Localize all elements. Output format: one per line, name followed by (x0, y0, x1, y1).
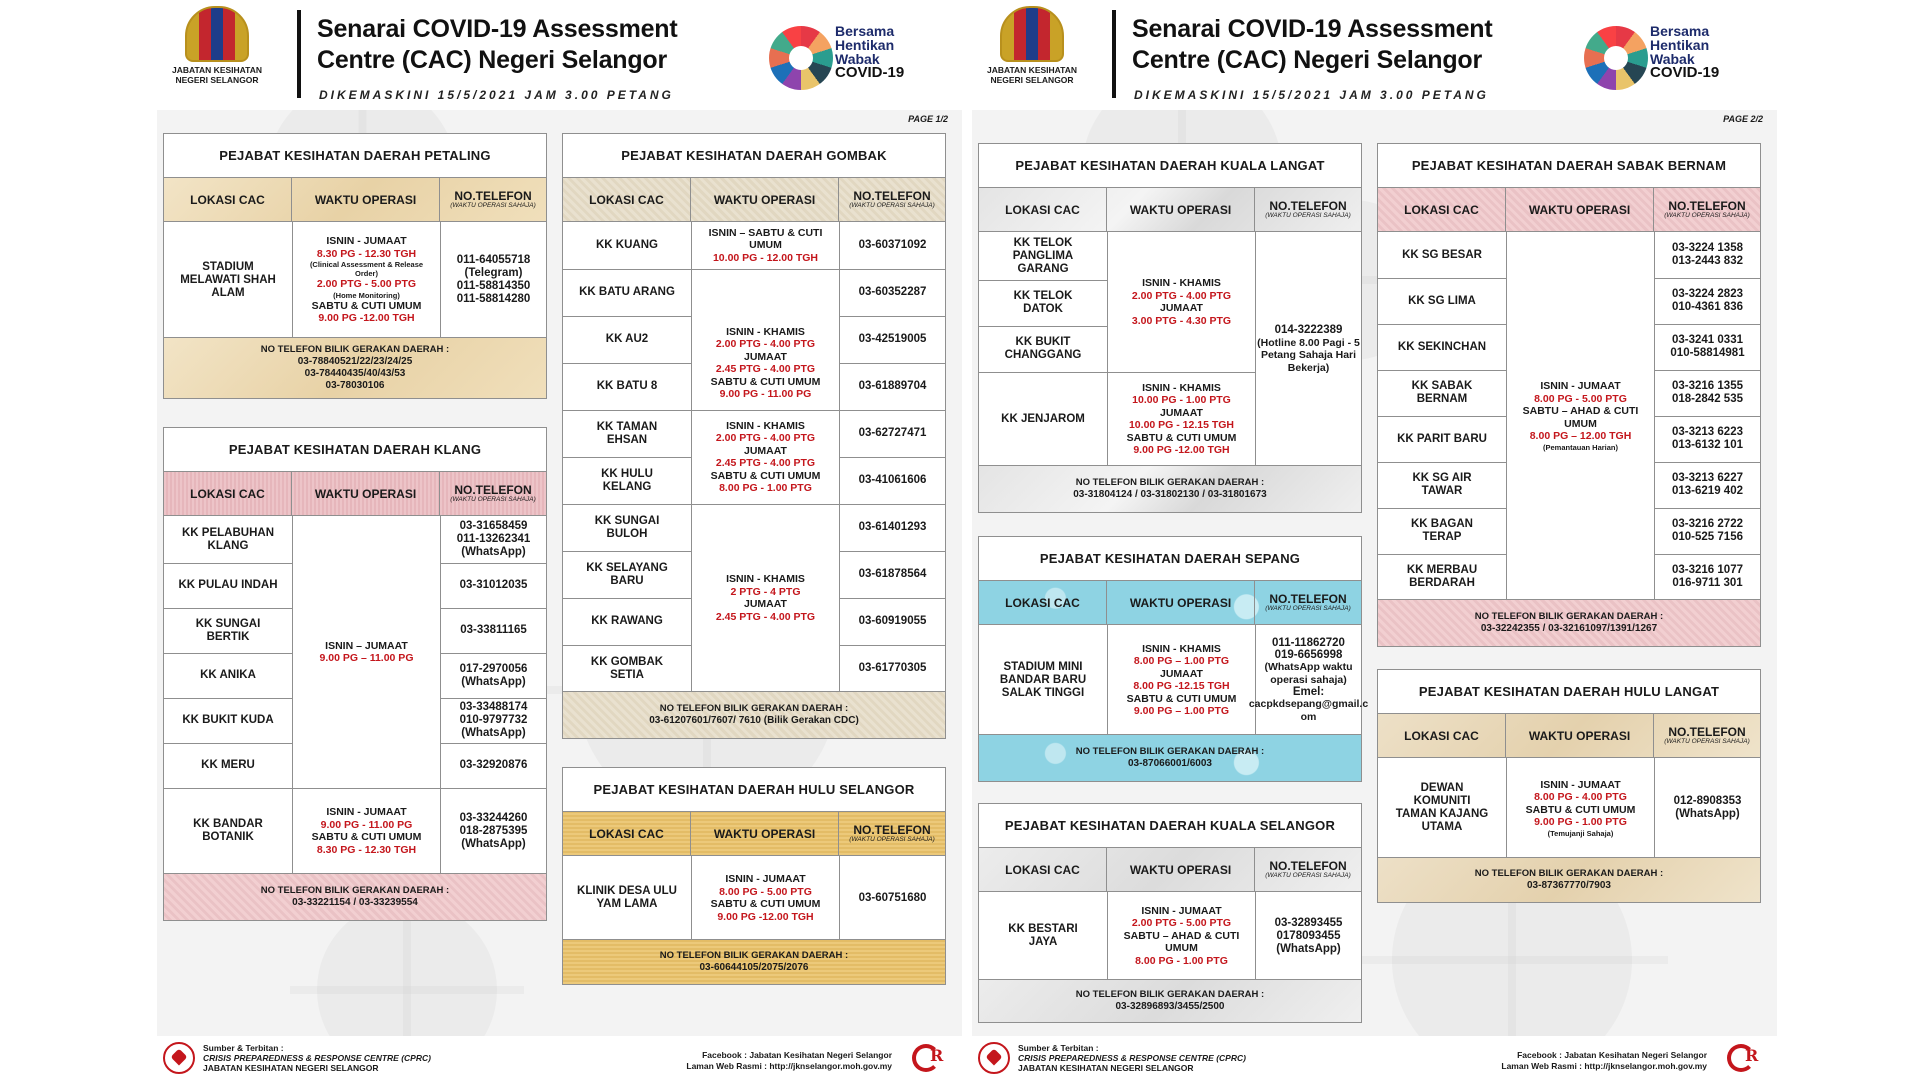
district-ops-room-phones: NO TELEFON BILIK GERAKAN DAERAH : 03-32896893/3455/2500 (979, 980, 1361, 1022)
title-line: Centre (CAC) Negeri Selangor (317, 46, 668, 74)
cac-location: KK TELOK DATOK (1013, 290, 1073, 315)
campaign-word: COVID-19 (1650, 64, 1720, 81)
col-header-phone: NO.TELEFON (WAKTU OPERASI SAHAJA) (450, 188, 536, 209)
poster-footer (972, 1036, 1777, 1080)
poster-page-2 (972, 0, 1777, 1080)
phone-numbers: 03-3216 1077 016-9711 301 (1672, 564, 1743, 589)
district-box-sepang (978, 536, 1369, 782)
cprc-heart-logo-icon (978, 1042, 1010, 1074)
operating-hours: ISNIN - JUMAAT 9.00 PG - 11.00 PG SABTU & CUTI UMUM 8.30 PG - 12.30 TGH (311, 806, 422, 856)
phone-numbers: 03-31658459 011-13262341 (WhatsApp) (456, 520, 531, 558)
col-header-location: LOKASI CAC (563, 812, 691, 855)
cac-location: KK SELAYANG BARU (586, 561, 668, 587)
phone-number: 03-61878564 (858, 568, 927, 580)
table-body (979, 625, 1369, 735)
cprc-mark-icon: R (908, 1040, 952, 1076)
cac-location: KK SG LIMA (1408, 294, 1476, 307)
operating-hours: ISNIN – SABTU & CUTI UMUM 10.00 PG - 12.00 TGH (708, 226, 823, 264)
cac-location: KK GOMBAK SETIA (590, 655, 664, 681)
jkns-crest-logo (978, 6, 1086, 85)
phone-number: 03-60751680 (858, 891, 927, 904)
cac-location: KK AU2 (605, 333, 649, 345)
table-header (563, 178, 945, 222)
cac-location: DEWAN KOMUNITI TAMAN KAJANG UTAMA (1395, 782, 1489, 833)
phone-numbers: 011-64055718 (Telegram) 011-58814350 011-58814280 (456, 254, 531, 305)
operating-hours: ISNIN - KHAMIS 2.00 PTG - 4.00 PTG JUMAAT 2.45 PTG - 4.00 PTG SABTU & CUTI UMUM 9.00 PG - 11.00 PG (710, 325, 821, 400)
col-header-hours: WAKTU OPERASI (691, 178, 839, 221)
district-ops-room-phones: NO TELEFON BILIK GERAKAN DAERAH : 03-33221154 / 03-33239554 (164, 874, 546, 920)
district-ops-room-phones: NO TELEFON BILIK GERAKAN DAERAH : 03-87066001/6003 (979, 735, 1361, 781)
page-number: PAGE 2/2 (1723, 114, 1763, 124)
district-ops-room-phones: NO TELEFON BILIK GERAKAN DAERAH : 03-87367770/7903 (1378, 858, 1760, 902)
col-header-phone: NO.TELEFON (WAKTU OPERASI SAHAJA) (1664, 198, 1750, 219)
phone-numbers: 03-3213 6223 013-6132 101 (1672, 426, 1743, 451)
colour-burst-icon (769, 26, 833, 90)
cac-location: KK SEKINCHAN (1397, 340, 1487, 353)
campaign-word: Hentikan (835, 37, 895, 53)
phone-number: 03-61770305 (858, 662, 927, 674)
table-body (164, 222, 546, 338)
col-header-phone: NO.TELEFON (WAKTU OPERASI SAHAJA) (849, 822, 935, 843)
phone-numbers: 03-32920876 (459, 759, 528, 771)
col-header-hours: WAKTU OPERASI (292, 178, 440, 221)
campaign-word: COVID-19 (835, 64, 905, 81)
operating-hours: ISNIN – JUMAAT 9.00 PG – 11.00 PG (319, 639, 414, 664)
district-title: PEJABAT KESIHATAN DAERAH SEPANG (979, 537, 1361, 581)
email-address[interactable]: cacpkdsepang@gmail.c (1248, 698, 1369, 710)
cac-location: STADIUM MINI BANDAR BARU SALAK TINGGI (999, 660, 1087, 699)
col-header-location: LOKASI CAC (164, 472, 292, 515)
district-box-kuala-selangor (978, 803, 1362, 1023)
page-title (317, 14, 678, 76)
cprc-heart-logo-icon (163, 1042, 195, 1074)
col-header-location: LOKASI CAC (979, 188, 1107, 231)
district-title: PEJABAT KESIHATAN DAERAH HULU LANGAT (1378, 670, 1760, 714)
col-header-hours: WAKTU OPERASI (1506, 188, 1654, 231)
contact-links (1501, 1050, 1707, 1072)
district-box-kuala-langat (978, 143, 1362, 513)
campaign-logo (1584, 22, 1744, 92)
phone-numbers: 03-3224 2823 010-4361 836 (1672, 288, 1743, 313)
cac-location: KK SUNGAI BERTIK (195, 617, 261, 643)
cac-location: KK MERU (201, 759, 255, 771)
phone-number: 03-60352287 (858, 286, 927, 298)
operating-hours: ISNIN - KHAMIS 2 PTG - 4 PTG JUMAAT 2.45 PTG - 4.00 PTG (715, 573, 816, 623)
cac-location: KK RAWANG (591, 615, 663, 627)
district-title: PEJABAT KESIHATAN DAERAH HULU SELANGOR (563, 768, 945, 812)
facebook-link[interactable]: Facebook : Jabatan Kesihatan Negeri Selangor (1517, 1050, 1707, 1060)
page-number: PAGE 1/2 (908, 114, 948, 124)
crest-caption: JABATAN KESIHATAN (171, 65, 263, 75)
title-line: Centre (CAC) Negeri Selangor (1132, 46, 1483, 74)
poster-footer (157, 1036, 962, 1080)
poster-header (972, 0, 1777, 110)
cac-location: KK BATU 8 (596, 380, 658, 392)
col-header-location: LOKASI CAC (1378, 188, 1506, 231)
poster-page-1 (157, 0, 962, 1080)
district-title: PEJABAT KESIHATAN DAERAH GOMBAK (563, 134, 945, 178)
phone-number: 03-41061606 (858, 474, 927, 486)
operating-hours: ISNIN - JUMAAT 2.00 PTG - 5.00 PTG SABTU – AHAD & CUTI UMUM 8.00 PG - 1.00 PTG (1123, 904, 1240, 967)
col-header-phone: NO.TELEFON (WAKTU OPERASI SAHAJA) (450, 482, 536, 503)
cac-location: KK TELOK PANGLIMA GARANG (1012, 236, 1074, 275)
cac-location: KK SUNGAI BULOH (594, 514, 660, 540)
operating-hours: ISNIN - JUMAAT 8.00 PG - 5.00 PTG SABTU – AHAD & CUTI UMUM 8.00 PG – 12.00 TGH (Pemantauan Harian) (1522, 380, 1639, 452)
operating-hours: ISNIN - JUMAAT 8.00 PG - 4.00 PTG SABTU & CUTI UMUM 9.00 PG - 1.00 PTG (Temujanji Sahaja) (1525, 778, 1636, 838)
cac-location: KK SG BESAR (1402, 248, 1482, 261)
district-title: PEJABAT KESIHATAN DAERAH KUALA LANGAT (979, 144, 1361, 188)
phone-numbers: 03-3216 2722 010-525 7156 (1672, 518, 1743, 543)
district-title: PEJABAT KESIHATAN DAERAH KLANG (164, 428, 546, 472)
col-header-location: LOKASI CAC (979, 848, 1107, 891)
col-header-location: LOKASI CAC (164, 178, 292, 221)
coat-of-arms-icon (185, 6, 249, 62)
district-ops-room-phones: NO TELEFON BILIK GERAKAN DAERAH : 03-78840521/22/23/24/25 03-78440435/40/43/53 03-78030106 (164, 338, 546, 398)
district-ops-room-phones: NO TELEFON BILIK GERAKAN DAERAH : 03-32242355 / 03-32161097/1391/1267 (1378, 600, 1760, 646)
phone-numbers: 011-11862720 019-6656998 (WhatsApp waktu operasi sahaja) Emel: cacpkdsepang@gmail.c om (1248, 637, 1369, 723)
cac-location: KK BANDAR BOTANIK (193, 818, 263, 843)
col-header-hours: WAKTU OPERASI (1107, 848, 1255, 891)
table-body (563, 222, 945, 692)
cac-location: STADIUM MELAWATI SHAH ALAM (180, 260, 276, 299)
campaign-word: Hentikan (1650, 37, 1710, 53)
col-header-location: LOKASI CAC (979, 581, 1107, 624)
table-header (164, 178, 546, 222)
crest-caption: JABATAN KESIHATAN (986, 65, 1078, 75)
crest-caption: NEGERI SELANGOR (175, 75, 259, 85)
cac-location: KK BUKIT KUDA (182, 714, 274, 726)
phone-number: 03-61889704 (858, 380, 927, 392)
district-title: PEJABAT KESIHATAN DAERAH PETALING (164, 134, 546, 178)
website-link[interactable]: Laman Web Rasmi : http://jknselangor.moh.gov.my (686, 1061, 892, 1071)
table-header (979, 188, 1361, 232)
cac-location: KK PELABUHAN KLANG (182, 526, 274, 552)
col-header-hours: WAKTU OPERASI (1107, 581, 1255, 624)
facebook-link[interactable]: Facebook : Jabatan Kesihatan Negeri Selangor (702, 1050, 892, 1060)
phone-numbers: 03-31012035 (459, 579, 528, 591)
phone-number: 03-60371092 (858, 239, 927, 251)
campaign-logo (769, 22, 929, 92)
district-ops-room-phones: NO TELEFON BILIK GERAKAN DAERAH : 03-60644105/2075/2076 (563, 940, 945, 984)
district-ops-room-phones: NO TELEFON BILIK GERAKAN DAERAH : 03-31804124 / 03-31802130 / 03-31801673 (979, 466, 1361, 512)
phone-numbers: 03-3216 1355 018-2842 535 (1672, 380, 1743, 405)
district-box-klang (163, 427, 547, 921)
campaign-word: Bersama (1650, 23, 1710, 39)
phone-numbers: 014-3222389 (Hotline 8.00 Pagi - 5 Petang Sahaja Hari Bekerja) (1257, 323, 1360, 374)
title-line: Senarai COVID-19 Assessment (1132, 15, 1493, 43)
cac-location: KK PULAU INDAH (178, 579, 278, 591)
table-header (164, 472, 546, 516)
cprc-mark-icon: R (1723, 1040, 1767, 1076)
campaign-word: Wabak (1650, 51, 1695, 67)
phone-number: 03-62727471 (858, 427, 927, 439)
cac-location: KK SG AIR TAWAR (1412, 472, 1472, 497)
district-box-hulu-langat (1377, 669, 1761, 903)
table-header (1378, 714, 1760, 758)
cac-location: KK KUANG (596, 239, 658, 251)
crest-caption: NEGERI SELANGOR (990, 75, 1074, 85)
cac-location: KK BESTARI JAYA (1008, 923, 1078, 948)
col-header-phone: NO.TELEFON (WAKTU OPERASI SAHAJA) (1265, 858, 1351, 879)
phone-numbers: 012-8908353 (WhatsApp) (1673, 795, 1742, 820)
cac-location: KLINIK DESA ULU YAM LAMA (577, 885, 677, 910)
district-title: PEJABAT KESIHATAN DAERAH SABAK BERNAM (1378, 144, 1760, 188)
cac-location: KK MERBAU BERDARAH (1406, 564, 1478, 589)
page-title (1132, 14, 1493, 76)
table-body (563, 856, 945, 940)
table-body (979, 892, 1361, 980)
district-box-sabak-bernam (1377, 143, 1761, 647)
col-header-phone: NO.TELEFON (WAKTU OPERASI SAHAJA) (1265, 591, 1351, 612)
campaign-word: Bersama (835, 23, 895, 39)
cac-location: KK ANIKA (200, 669, 256, 681)
table-body (164, 516, 546, 874)
district-box-gombak (562, 133, 946, 739)
coat-of-arms-icon (1000, 6, 1064, 62)
cac-location: KK JENJAROM (1001, 412, 1085, 425)
district-title: PEJABAT KESIHATAN DAERAH KUALA SELANGOR (979, 804, 1361, 848)
table-body (979, 232, 1361, 466)
cac-location: KK BATU ARANG (579, 286, 675, 298)
operating-hours: ISNIN - JUMAAT 8.00 PG - 5.00 PTG SABTU & CUTI UMUM 9.00 PG -12.00 TGH (710, 873, 821, 923)
cac-location: KK BUKIT CHANGGANG (1004, 336, 1082, 361)
phone-number: 03-61401293 (858, 521, 927, 533)
district-box-petaling (163, 133, 547, 399)
cac-location: KK HULU KELANG (601, 467, 653, 493)
source-credit: Sumber & Terbitan : CRISIS PREPAREDNESS & RESPONSE CENTRE (CPRC) JABATAN KESIHATAN NEGERI SELANGOR (203, 1043, 431, 1073)
contact-links (686, 1050, 892, 1072)
operating-hours: ISNIN - KHAMIS 2.00 PTG - 4.00 PTG JUMAAT 2.45 PTG - 4.00 PTG SABTU & CUTI UMUM 8.00 PG - 1.00 PTG (710, 419, 821, 494)
phone-numbers: 03-3213 6227 013-6219 402 (1672, 472, 1743, 497)
col-header-location: LOKASI CAC (1378, 714, 1506, 757)
phone-numbers: 03-33244260 018-2875395 (WhatsApp) (459, 811, 528, 850)
phone-number: 03-42519005 (858, 333, 927, 345)
operating-hours: ISNIN - KHAMIS 8.00 PG – 1.00 PTG JUMAAT 8.00 PG -12.15 TGH SABTU & CUTI UMUM 9.00 PG – 1.00 PTG (1126, 642, 1237, 717)
cac-location: KK SABAK BERNAM (1411, 380, 1473, 405)
source-credit: Sumber & Terbitan : CRISIS PREPAREDNESS & RESPONSE CENTRE (CPRC) JABATAN KESIHATAN NEGERI SELANGOR (1018, 1043, 1246, 1073)
phone-number: 03-60919055 (858, 615, 927, 627)
col-header-location: LOKASI CAC (563, 178, 691, 221)
phone-numbers: 03-32893455 0178093455 (WhatsApp) (1274, 916, 1343, 955)
phone-numbers: 03-3241 0331 010-58814981 (1670, 334, 1745, 359)
table-header (979, 848, 1361, 892)
cac-location: KK BAGAN TERAP (1411, 518, 1473, 543)
colour-burst-icon (1584, 26, 1648, 90)
operating-hours: ISNIN - KHAMIS 2.00 PTG - 4.00 PTG JUMAAT 3.00 PTG - 4.30 PTG (1131, 277, 1232, 327)
operating-hours: ISNIN - JUMAAT 8.30 PG - 12.30 TGH (Clinical Assessment & Release Order) 2.00 PTG - 5.00 PTG (Home Monitoring) SABTU & CUTI UMUM 9.00 PG -12.00 TGH (309, 235, 424, 325)
col-header-phone: NO.TELEFON (WAKTU OPERASI SAHAJA) (1664, 724, 1750, 745)
col-header-hours: WAKTU OPERASI (691, 812, 839, 855)
col-header-phone: NO.TELEFON (WAKTU OPERASI SAHAJA) (1265, 198, 1351, 219)
phone-numbers: 017-2970056 (WhatsApp) (459, 662, 528, 688)
table-header (979, 581, 1361, 625)
table-body (1378, 232, 1760, 600)
cac-location: KK PARIT BARU (1397, 432, 1487, 445)
header-divider (297, 10, 301, 98)
poster-header (157, 0, 962, 110)
jkns-crest-logo (163, 6, 271, 85)
district-ops-room-phones: NO TELEFON BILIK GERAKAN DAERAH : 03-61207601/7607/ 7610 (Bilik Gerakan CDC) (563, 692, 945, 738)
table-header (1378, 188, 1760, 232)
header-divider (1112, 10, 1116, 98)
website-link[interactable]: Laman Web Rasmi : http://jknselangor.moh.gov.my (1501, 1061, 1707, 1071)
phone-numbers: 03-33811165 (460, 624, 527, 636)
col-header-hours: WAKTU OPERASI (292, 472, 440, 515)
title-line: Senarai COVID-19 Assessment (317, 15, 678, 43)
table-header (563, 812, 945, 856)
phone-numbers: 03-33488174 010-9797732 (WhatsApp) (459, 701, 528, 739)
operating-hours: ISNIN - KHAMIS 10.00 PG - 1.00 PTG JUMAAT 10.00 PG - 12.15 TGH SABTU & CUTI UMUM 9.00 PG -12.00 TGH (1126, 381, 1237, 456)
cac-location: KK TAMAN EHSAN (596, 420, 658, 446)
phone-numbers: 03-3224 1358 013-2443 832 (1672, 242, 1743, 267)
col-header-hours: WAKTU OPERASI (1107, 188, 1255, 231)
campaign-word: Wabak (835, 51, 880, 67)
updated-date: DIKEMASKINI 15/5/2021 JAM 3.00 PETANG (319, 88, 674, 102)
updated-date: DIKEMASKINI 15/5/2021 JAM 3.00 PETANG (1134, 88, 1489, 102)
col-header-hours: WAKTU OPERASI (1506, 714, 1654, 757)
table-body (1378, 758, 1760, 858)
col-header-phone: NO.TELEFON (WAKTU OPERASI SAHAJA) (849, 188, 935, 209)
district-box-hulu-selangor (562, 767, 946, 985)
